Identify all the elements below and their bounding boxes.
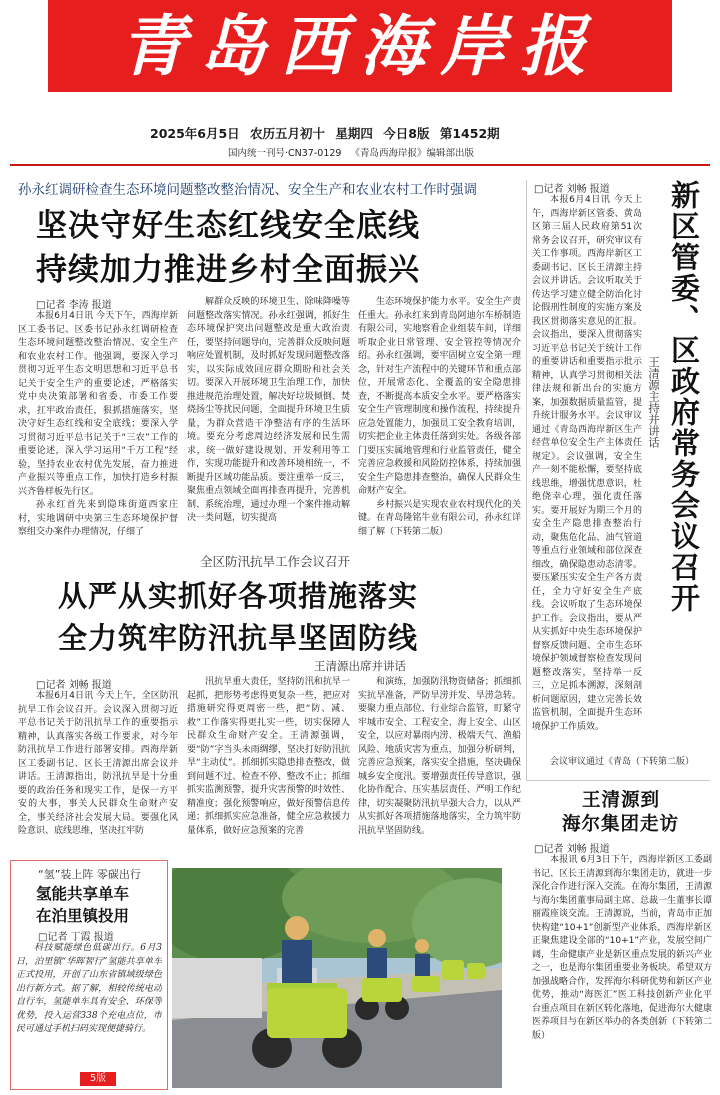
sidebar-headline-line2: 在泊里镇投用 bbox=[36, 907, 130, 925]
article2-headline-line2: 全力筑牢防汛抗旱坚固防线 bbox=[58, 621, 419, 655]
issn-line bbox=[228, 145, 608, 159]
article2-col1-para: 本报6月4日讯 今天上午，全区防汛抗旱工作会议召开。会议深入贯彻习近平总书记关于防汛抗旱工作的重要指示精神，认真落实各级工作要求，对今年防汛抗旱工作进行部署安排。西海岸新区工委副书记、区长王清源出席会议并讲话。王清源指出，防汛抗旱是十分重要的政治任务和现实工作，是保一方平安的大事，事关人民群众生命财产安全，事关经济社会发展大局。要强化风险意识、底线思维，坚决扛牢防 bbox=[18, 691, 178, 836]
article3-byline: □记者 刘畅 报道 bbox=[534, 184, 610, 195]
sidebar-body bbox=[16, 942, 162, 1066]
article4-headline-line2: 海尔集团走访 bbox=[562, 814, 680, 835]
article4-body bbox=[532, 854, 712, 1090]
article2-column-1 bbox=[18, 690, 178, 854]
article2-byline: □记者 刘畅 报道 bbox=[36, 680, 112, 691]
article1-col1-para: 本报6月4日讯 今天下午，西海岸新区工委书记、区委书记孙永红调研检查生态环境问题整改整治情况、安全生产和农业农村工作。他强调，要深入学习贯彻习近平生态文明思想和习近平总书记关于安全生产的重要论述，严格落实党中央决策部署和省委、市委工作要求，扛牢政治责任，狠抓措施落实，坚决守好生态红线和安全底线；要深入学习贯彻习近平总书记关于“三农”工作的重要论述，深入学习运用“千万工程”经验，坚持农业农村优先发展，奋力推进产业振兴等重点工作，加快打造乡村振兴齐鲁样板先行区。 bbox=[18, 311, 178, 497]
issue-date: 2025年6月5日 bbox=[150, 126, 240, 141]
article3-footer bbox=[532, 756, 710, 770]
issn-code: 国内统一刊号·CN37-0129 bbox=[228, 148, 342, 159]
masthead-title: 青岛西海岸报 bbox=[120, 7, 600, 85]
article1-column-1 bbox=[18, 310, 178, 542]
sidebar-kicker: “氢”装上阵 零碳出行 bbox=[38, 868, 141, 881]
article1-col1b-para: 孙永红首先来到隐珠街道西家庄村，实地调研中央第三生态环境保护督察组交办案件办理情况，仔细了 bbox=[18, 500, 178, 537]
article2-col3-para: 和演练，加强防汛物资储备；抓细抓实抗旱准备，严防旱涝并发、旱涝急转。要聚力重点部位、行业综合监管，盯紧守牢城市安全、工程安全、海上安全、山区安全，以应对暴雨内涝、极端天气、渔船风险、地质灾害为重点，加强分析研判，完善应急预案，落实安全措施，坚决确保城乡安全度汛。要增强责任传导意识，强化协作配合、压实基层责任、严明工作纪律，切实凝聚防汛抗旱强大合力，以从严从实抓好各项措施落地落实，全力筑牢防汛抗旱坚固防线。 bbox=[358, 677, 521, 836]
article3-headline: 新区管委、区政府常务会议召开 bbox=[667, 180, 701, 614]
article1-column-2 bbox=[187, 296, 350, 542]
article3-subhead: 王清源主持并讲话 bbox=[647, 356, 661, 448]
article2-subhead: 王清源出席并讲话 bbox=[314, 659, 406, 673]
article3-body-para: 本报6月4日讯 今天上午，西海岸新区管委、黄岛区第三届人民政府第51次常务会议召开，研究审议有关工作事项。西海岸新区工委副书记、区长王清源主持会议并讲话。会议听取关于传达学习建立健全防治化讨论假刑性制度的实施方案及我区贯彻落实意见的汇报。会议指出，要深入贯彻落实习近平总书记关于统计工作的重要讲话和重要指示批示精神，认真学习贯彻相关法律法规和新出台的实施方案，加强数据质量监管，提升统计服务水平。会议审议通过《青岛西海岸新区生产经营单位安全生产主体责任规定》。会议强调，安全生产一刻不能松懈，要坚持底线思维，增强忧患意识，杜绝侥幸心理，强化责任落实。要开展好为期三个月的安全生产隐患排查整治行动，聚焦危化品、油气管道等重点行业领域和部位深查细改，确保隐患动态清零。要压紧压实安全生产各方责任，全力守好安全生产底线。会议听取了生态环境保护工作。会议指出，要从严从实抓好中央生态环境保护督察反馈问题、全市生态环境保护领域督察检查发现问题整改落实，坚持举一反三，立足抓本溯源，深刻剖析问题原因，建立完善长效监管机制，全面提升生态环境保护工作质效。 bbox=[532, 195, 642, 732]
article4-body-para: 本报讯 6月3日下午，西海岸新区工委副书记、区长王清源到海尔集团走访，就进一步深化合作进行深入交流。在海尔集团，王清源与海尔集团董事局副主席、总裁一生董事长谭丽霞座谈交流。王清源说，当前，青岛市正加快构建“10+1”创新型产业体系，西海岸新区正聚焦建设全部的“10+1”产业，发展空间广阔，生命健康产业是新区重点发展的新兴产业之一，也是海尔集团重要业务板块。希望双方加强战略合作，发挥海尔科研优势和新区产业优势，推动“海医汇”医工科技创新产业化平台重点项目在新区转化落地，促进海尔大健康医养项目与在新区举办的各类创新（下转第二版） bbox=[532, 855, 712, 1041]
article1-headline-line1: 坚决守好生态红线安全底线 bbox=[36, 208, 420, 244]
article3-footer-para: 会议审议通过《青岛（下转第二版） bbox=[550, 757, 695, 767]
article2-column-2 bbox=[187, 676, 350, 854]
header-divider bbox=[10, 164, 710, 166]
editorial-office: 《青岛西海岸报》编辑部出版 bbox=[350, 148, 474, 159]
article2-col2-para: 汛抗旱重大责任，坚持防汛和抗旱一起抓，把形势考虑得更复杂一些，把应对措施研究得更周密一些，把“防、减、救”工作落实得更扎实一些，切实保障人民群众生命财产安全。王清源强调，要“防”字当头未雨绸缪，坚决打好防汛抗旱“主动仗”。抓细抓实隐患排查整改，做到问题不过、检查不停、整改不止；抓细抓实监测预警，提升灾害预警的时效性、精准度；强化预警响应，做好预警信息传递；抓细抓实应急准备，健全应急救援力量体系，做好应急预案的完善 bbox=[187, 677, 350, 836]
cyclists-photo bbox=[172, 868, 502, 1088]
dateline bbox=[150, 124, 610, 142]
article2-column-3 bbox=[358, 676, 521, 854]
article3-body bbox=[532, 194, 642, 754]
article1-kicker: 孙永红调研检查生态环境问题整改整治情况、安全生产和农业农村工作时强调 bbox=[18, 182, 477, 198]
photo-illustration bbox=[172, 868, 502, 1088]
article1-column-3 bbox=[358, 296, 521, 542]
masthead bbox=[48, 0, 672, 92]
sidebar-byline: □记者 丁霞 报道 bbox=[38, 932, 114, 943]
article1-col3-para: 生态环境保护能力水平。安全生产责任重大。孙永红来到青岛阿迪尔车桥制造有限公司，实地察看企业组装车间，详细听取企业日常管理、安全管控等情况介绍。孙永红强调，要牢固树立安全第一理念，针对生产流程中的关键环节和重点部位，开展常态化、全覆盖的安全隐患排查，不断提高本质安全水平。要严格落实安全生产管理制度和操作流程，持续提升应急处置能力，加强员工安全教育培训，切实把企业主体责任落到实处。各级各部门要压实属地管理和行业监管责任，健全完善应急救援和风险防控体系，持续加强安全生产隐患排查整治，确保人民群众生命财产安全。 bbox=[358, 297, 521, 496]
article4-headline-line1: 王清源到 bbox=[582, 790, 661, 811]
article4-byline: □记者 刘畅 报道 bbox=[534, 844, 610, 855]
sidebar-headline-line1: 氢能共享单车 bbox=[36, 885, 130, 903]
sidebar-body-para: 科技赋能绿色低碳出行。6月3日，泊里镇“华晖智行”氢能共享单车正式投用，开创了山东省镇域级绿色出行新方式。据了解，相较传统电动自行车，氢能单车具有安全、环保等优势，投入运营338个充电点位，市民可通过手机扫码实现便捷骑行。 bbox=[16, 943, 162, 1034]
article1-headline-line2: 持续加力推进乡村全面振兴 bbox=[36, 252, 420, 288]
article1-col2-para: 解群众反映的环境卫生、除味降噪等问题整改落实情况。孙永红强调，抓好生态环境保护突出问题整改是重大政治责任，要坚持问题导向，完善群众反映问题响应处置机制，及时抓好发现问题整改落实，以实际成效回应群众期盼和社会关切。要深入开展环境卫生治理工作，加快推进规范治理处置，解决好垃圾倾倒、焚烧扬尘等扰民问题，全面提升环境卫生质量，为群众营造干净整洁有序的生活环境。要充分考虑周边经济发展和民生需求，统一做好建设规划、开发利用等工作，实现功能提升和改善环境相统一，不断提升区域功能品质。要注重举一反三，聚焦重点领域全面再排查再提升，完善机制、系统治理，通过办理一个案件推动解决一类问题，切实提高 bbox=[187, 297, 350, 523]
article2-headline-line1: 从严从实抓好各项措施落实 bbox=[58, 579, 419, 613]
article1-col3b-para: 乡村振兴是实现农业农村现代化的关键。在青岛隆铭牛业有限公司，孙永红详细了解（下转第二版） bbox=[358, 499, 521, 537]
article1-byline: □记者 李涛 报道 bbox=[36, 300, 112, 311]
issue-number: 第1452期 bbox=[439, 126, 500, 141]
column-divider bbox=[526, 180, 527, 780]
article2-kicker: 全区防汛抗旱工作会议召开 bbox=[200, 554, 351, 569]
page-count: 今日8版 bbox=[383, 126, 430, 141]
sidebar-page-ref[interactable]: 5版 bbox=[80, 1072, 116, 1086]
lunar-date: 农历五月初十 bbox=[250, 126, 326, 141]
weekday: 星期四 bbox=[335, 126, 373, 141]
right-section-divider bbox=[526, 780, 710, 781]
